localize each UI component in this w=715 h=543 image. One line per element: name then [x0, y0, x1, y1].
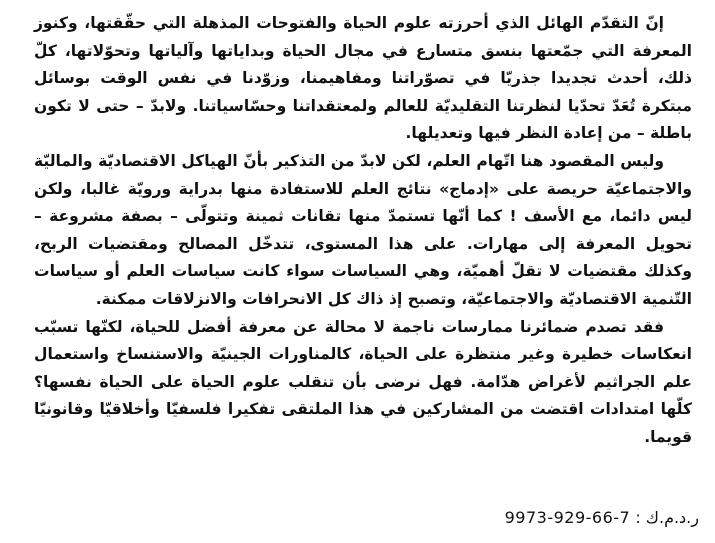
isbn-label: ر.د.م.ك : [635, 508, 699, 527]
paragraph-3: فقد تصدم ضمائرنا ممارسات ناجمة لا محالة عن معرفة أفضل للحياة، لكنّها تسبّب انعكاسات خطيرة وغير منتظرة على الحياة، كالمناورات الجينيّة والاستنساخ واستعمال علم الجراثيم لأغراض هدّامة. فهل نرضى بأن تنقلب علوم الحياة على الحياة نفسها؟ كلّها امتدادات اقتضت من المشاركين في هذا الملتقى تفكيرا فلسفيّا وأخلاقيّا وقانونيّا قويما. [34, 317, 692, 446]
paragraph-1: إنّ التقدّم الهائل الذي أحرزته علوم الحياة والفتوحات المذهلة التي حقّقتها، وكنوز المعرفة التي جمّعتها بنسق متسارع في مجال الحياة وبداياتها وآلياتها وتحوّلاتها، كلّ ذلك، أحدث تجديدا جذريّا في تصوّراتنا ومفاهيمنا، وزوّدنا في نفس الوقت بوسائل مبتكرة تُعَدّ تحدّيا لنظرتنا التقليديّة للعالم ولمعتقداتنا وحسّاسياتنا. ولابدّ – حتى لا تكون باطلة – من إعادة النظر فيها وتعديلها. [34, 14, 692, 143]
isbn-number: 9973-929-66-7 [504, 508, 631, 527]
paragraph-2: وليس المقصود هنا اتّهام العلم، لكن لابدّ من التذكير بأنّ الهياكل الاقتصاديّة والماليّة والاجتماعيّة حريصة على «إدماج» نتائج العلم للاستفادة منها بدراية ورويّة غالبا، ولكن ليس دائما، مع الأسف ! كما أنّها تستمدّ منها تقانات ثمينة وتتولّى – بصفة مشروعة – تحويل المعرفة إلى مهارات. على هذا المستوى، تتدخّل المصالح ومقتضيات الربح، وكذلك مقتضيات لا تقلّ أهميّة، وهي السياسات سواء كانت سياسات العلم أو سياسات التّنمية الاقتصاديّة والاجتماعيّة، وتصبح إذ ذاك كل الانحرافات والانزلاقات ممكنة. [34, 151, 692, 308]
isbn-line [505, 505, 699, 531]
document-body [34, 10, 692, 452]
